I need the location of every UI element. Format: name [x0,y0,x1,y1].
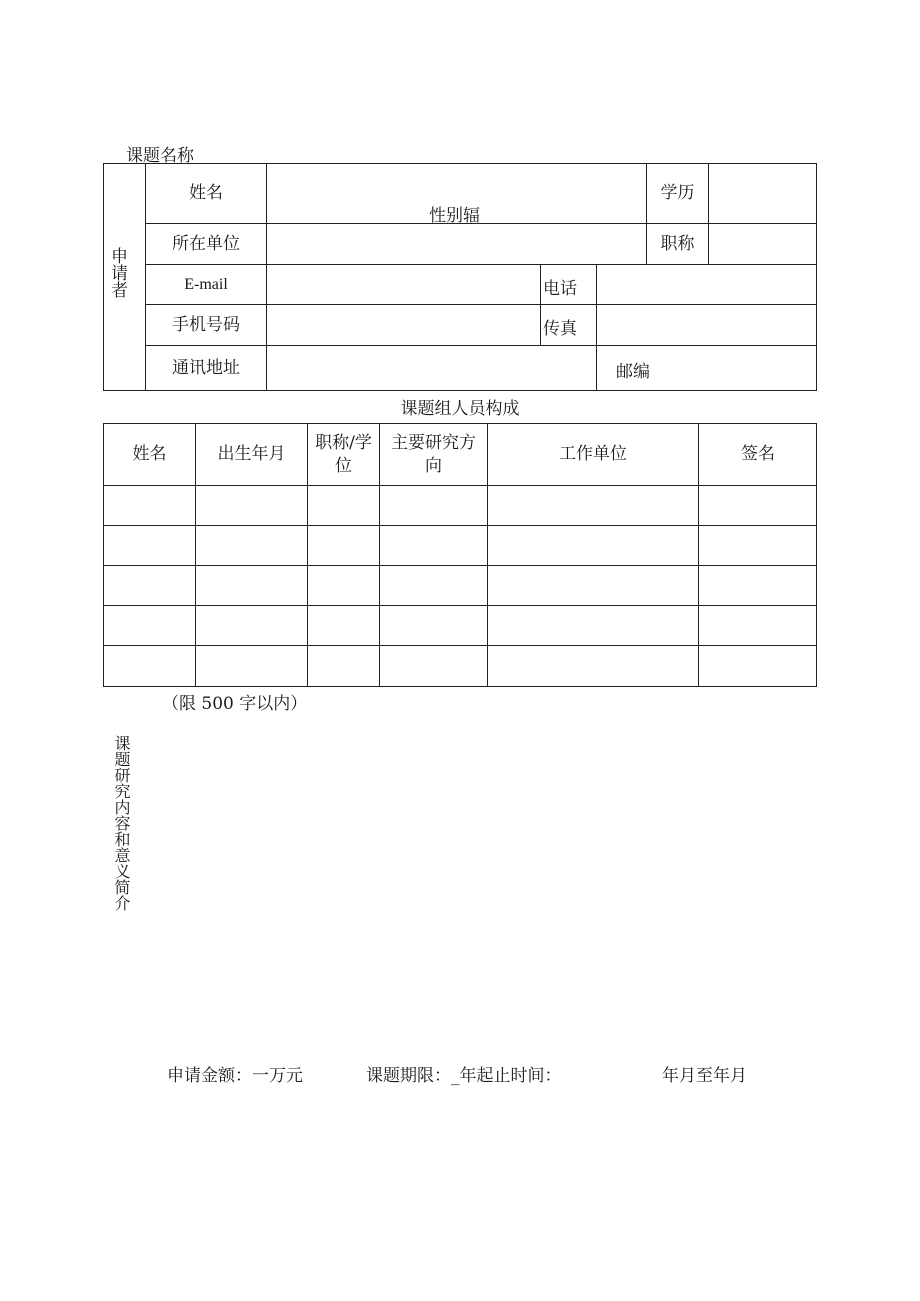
gender-label: 性别辐 [429,206,480,226]
header-work-unit: 工作单位 [559,444,627,465]
address-label: 通讯地址 [172,358,240,379]
mobile-label: 手机号码 [172,314,240,335]
email-label: E-mail [184,275,228,293]
unit-label: 所在单位 [172,233,240,254]
header-research-direction: 主要研究方向 [391,432,476,476]
period-range-text: 年月至年月 [662,1066,747,1086]
fax-label: 传真 [543,319,577,339]
header-name: 姓名 [132,444,167,465]
applicant-side-label: 申请者 [107,247,127,298]
header-title-degree: 职称/学位 [315,432,372,476]
title-label: 职称 [660,233,695,254]
team-caption: 课题组人员构成 [400,399,520,419]
amount-text: 申请金额：一万元 [167,1066,303,1086]
research-side-label: 课题研究内容和意义简介 [112,735,131,911]
phone-label: 电话 [543,279,577,299]
postcode-label: 邮编 [616,362,650,382]
word-limit-note: （限 500 字以内） [162,694,308,714]
education-label: 学历 [660,183,695,204]
period-text: 课题期限：_年起止时间： [366,1066,562,1086]
header-signature: 签名 [741,444,775,465]
name-label: 姓名 [189,183,223,204]
topic-name-label: 课题名称 [126,146,194,166]
header-birth: 出生年月 [217,444,286,465]
